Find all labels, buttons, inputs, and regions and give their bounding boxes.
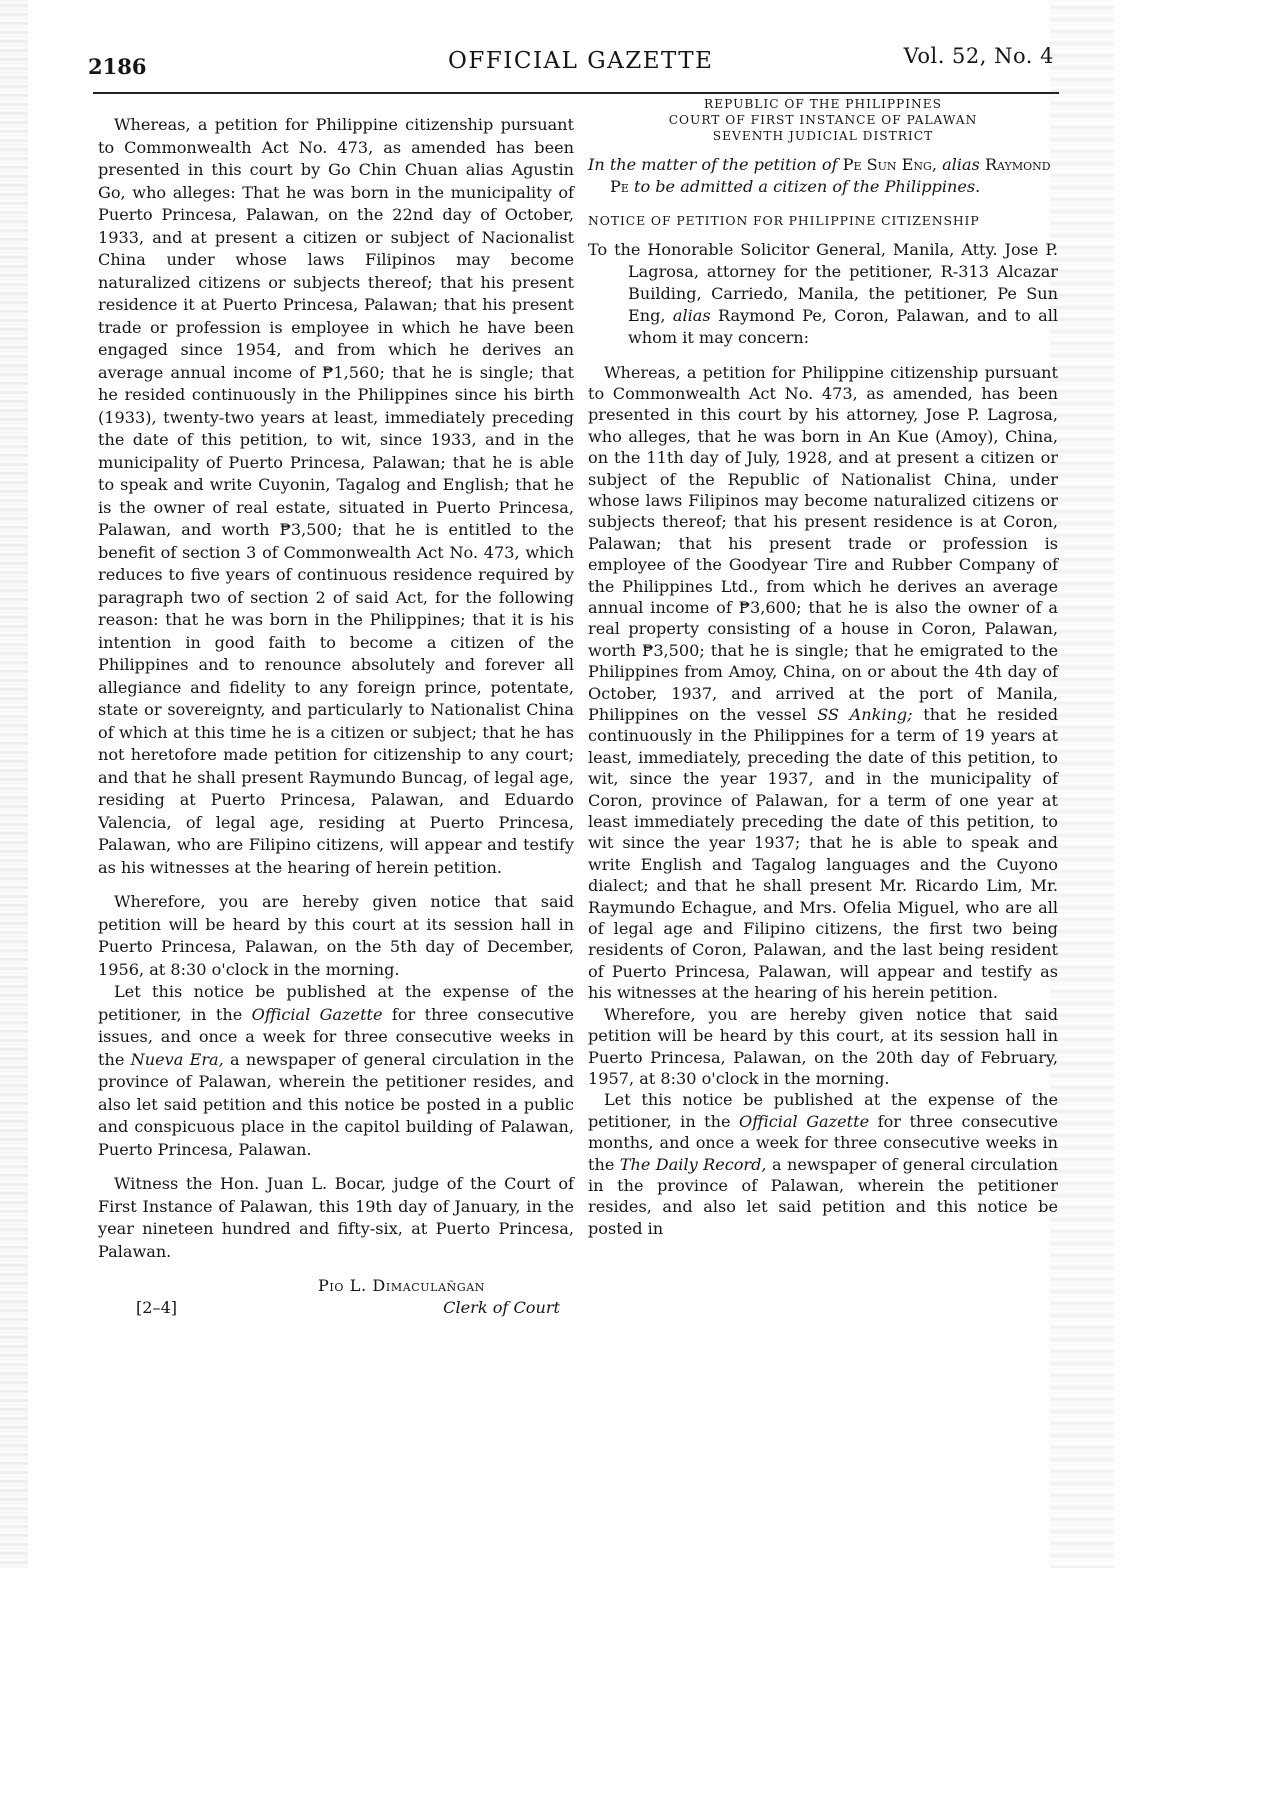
court-heading-line-2: COURT OF FIRST INSTANCE OF PALAWAN xyxy=(668,113,978,127)
official-gazette-ref: Official Gazette xyxy=(739,1111,870,1131)
right-petition-paragraph xyxy=(588,362,1058,1004)
official-gazette-ref: Official Gazette xyxy=(251,1004,383,1024)
scan-edge-right xyxy=(1050,0,1114,1568)
text-span: alias xyxy=(936,155,985,174)
vessel-name: SS Anking; xyxy=(817,705,913,725)
text-span: Whereas, a petition for Philippine citizenship pursuant to Commonwealth Act No. 473, as amended, has been presented in this court by his attorney, Jose P. Lagrosa, who alleges, that he was born in An Kue (Amoy), China, on the 11th day of July, 1928, and at present a citizen or subject of the Republic of Nationalist China, under whose laws Filipinos may become naturalized citizens or subjects thereof; that his present residence is at Coron, Palawan; that his present trade or profession is employee of the Goodyear Tire and Rubber Company of the Philippines Ltd., from which he derives an average annual income of ₱3,600; that he is also the owner of a real property consisting of a house in Coron, Palawan, worth ₱3,500; that he is single; that he emigrated to the Philippines from Amoy, China, on or about the 4th day of October, 1937, and arrived at the port of Manila, Philippines on the vessel xyxy=(588,362,1058,725)
text-span: Let this notice be published at the expense of the petitioner, in the xyxy=(588,1090,1058,1131)
right-wherefore-paragraph: Wherefore, you are hereby given notice that said petition will be heard by this court, at its session hall in Puerto Princesa, Palawan, on the 20th day of February, 1957, at 8:30 o'clock in the morning. xyxy=(588,1004,1058,1088)
text-span: for three consecutive issues, and once a week for three consecutive weeks in the xyxy=(98,1004,574,1069)
text-span: In the matter of the petition of xyxy=(588,155,843,174)
text-span: to be admitted a citizen of the Philippines. xyxy=(628,176,981,196)
left-publication-paragraph xyxy=(98,981,574,1161)
notice-addressees xyxy=(588,239,1058,350)
scan-edge-left xyxy=(0,0,28,1568)
petitioner-name: Pe Sun Eng, xyxy=(842,155,937,174)
issue-code: [2–4] xyxy=(136,1298,178,1317)
text-span: Let this notice be published at the expense of the petitioner, in the xyxy=(98,982,574,1024)
page-number: 2186 xyxy=(88,54,147,79)
signature-block xyxy=(98,1275,574,1323)
newspaper-name: Nueva Era, xyxy=(130,1049,224,1069)
petitioner-alias: Raymond Pe xyxy=(610,155,1051,196)
left-witness-paragraph: Witness the Hon. Juan L. Bocar, judge of the Court of First Instance of Palawan, this 19th day of January, in the year nineteen hundred and fifty-six, at Puerto Princesa, Palawan. xyxy=(98,1174,574,1261)
text-span: a newspaper of general circulation in the province of Palawan, wherein the petitioner resides, and also let said petition and this notice be posted in a public and conspicuous place in the capitol building of Palawan, Puerto Princesa, Palawan. xyxy=(98,1049,574,1159)
left-petition-paragraph: Whereas, a petition for Philippine citizenship pursuant to Commonwealth Act No. 473, as amended has been presented in this court by Go Chin Chuan alias Agustin Go, who alleges: That he was born in the municipality of Puerto Princesa, Palawan, on the 22nd day of October, 1933, and at present a citizen or subject of Nacionalist China under whose laws Filipinos may become naturalized citizens or subjects thereof; that his present residence it at Puerto Princesa, Palawan; that his present trade or profession is employee in which he have been engaged since 1954, and from which he derives an average annual income of ₱1,560; that he is single; that he resided continuously in the Philippines since his birth (1933), twenty-two years at least, immediately preceding the date of this petition, to wit, since 1933, and in the municipality of Puerto Princesa, Palawan; that he is able to speak and write Cuyonin, Tagalog and English; that he is the owner of real estate, situated in Puerto Princesa, Palawan, and worth ₱3,500; that he is entitled to the benefit of section 3 of Commonwealth Act No. 473, which reduces to five years of continuous residence required by paragraph two of section 2 of said Act, for the following reason: that he was born in the Philippines; that it is his intention in good faith to become a citizen of the Philippines and to renounce absolutely and forever all allegiance and fidelity to any foreign prince, potentate, state or sovereignty, and particularly to Nationalist China of which at this time he is a citizen or subject; that he has not heretofore made petition for citizenship to any court; and that he shall present Raymundo Buncag, of legal age, residing at Puerto Princesa, Palawan, and Eduardo Valencia, of legal age, residing at Puerto Princesa, Palawan, who are Filipino citizens, will appear and testify as his witnesses at the hearing of herein petition. xyxy=(98,115,574,877)
left-column xyxy=(98,114,574,1323)
signatory-title: Clerk of Court xyxy=(443,1298,560,1317)
left-wherefore-paragraph: Wherefore, you are hereby given notice that said petition will be heard by this court at its session hall in Puerto Princesa, Palawan, on the 5th day of December, 1956, at 8:30 o'clock in the morning. xyxy=(98,892,574,979)
newspaper-name: The Daily Record, xyxy=(619,1154,767,1174)
publication-title: OFFICIAL GAZETTE xyxy=(448,48,714,74)
court-heading-line-3: SEVENTH JUDICIAL DISTRICT xyxy=(712,129,934,143)
text-span: Raymond Pe, Coron, Palawan, and to all whom it may concern: xyxy=(628,306,1058,348)
matter-caption xyxy=(588,154,1058,197)
text-span: a newspaper of general circulation in the province of Palawan, wherein the petitioner resides, and also let said petition and this notice be posted in xyxy=(588,1154,1058,1238)
right-column xyxy=(588,96,1058,1239)
right-publication-paragraph xyxy=(588,1089,1058,1239)
text-span: that he resided continuously in the Philippines for a term of 19 years at least, immediately, preceding the date of this petition, to wit, since the year 1937, and in the municipality of Coron, province of Palawan, for a term of one year at least immediately preceding the date of this petition, to wit since the year 1937; that he is able to speak and write English and Tagalog languages and the Cuyono dialect; and that he shall present Mr. Ricardo Lim, Mr. Raymundo Echague, and Mrs. Ofelia Miguel, who are all of legal age and Filipino citizens, the first two being residents of Coron, Palawan, and the last being resident of Puerto Princesa, Palawan, will appear and testify as his witnesses at the hearing of his herein petition. xyxy=(588,705,1059,1003)
court-heading-line-1: REPUBLIC OF THE PHILIPPINES xyxy=(704,97,942,111)
signatory-name: Pio L. Dimaculañgan xyxy=(318,1276,485,1295)
text-span: for three consecutive months, and once a week for three consecutive weeks in the xyxy=(588,1111,1058,1174)
header-rule xyxy=(93,92,1059,94)
text-span: To the Honorable Solicitor General, Manila, Atty. Jose P. Lagrosa, attorney for the petitioner, R-313 Alcazar Building, Carriedo, Manila, the petitioner, Pe Sun Eng, xyxy=(588,239,1058,326)
alias-word: alias xyxy=(672,306,711,326)
page-header xyxy=(88,40,1060,84)
notice-title: NOTICE OF PETITION FOR PHILIPPINE CITIZENSHIP xyxy=(588,213,980,228)
volume-number: Vol. 52, No. 4 xyxy=(903,44,1054,68)
